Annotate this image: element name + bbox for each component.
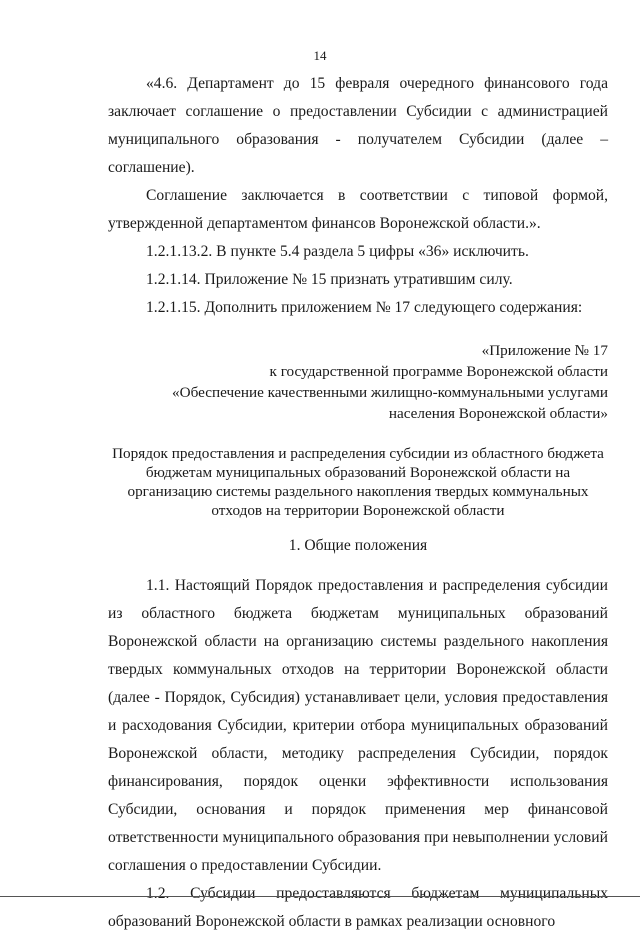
paragraph-1-2-1-15: 1.2.1.15. Дополнить приложением № 17 следующего содержания: (146, 299, 583, 316)
appendix-line: «Приложение № 17 (481, 342, 608, 359)
procedure-title (108, 444, 608, 520)
appendix-line: «Обеспечение качественными жилищно-коммунальными услугами (172, 384, 608, 401)
paragraph-1-2: 1.2. Субсидии предоставляются бюджетам муниципальных образований Воронежской области в рамках реализации основного (108, 885, 608, 930)
title-line: бюджетам муниципальных образований Воронежской области на (145, 464, 571, 481)
paragraph-1-1: 1.1. Настоящий Порядок предоставления и распределения субсидии из областного бюджета бюджетам муниципальных образований Воронежской области на организацию системы раздельного накопления твердых коммунальных отходов на территории Воронежской области (далее - Порядок, Субсидия) устанавливает цели, условия предоставления и расходования Субсидии, критерии отбора муниципальных образований Воронежской области, методику распределения Субсидии, порядок финансирования, порядок оценки эффективности использования Субсидии, основания и порядок применения мер финансовой ответственности муниципального образования при невыполнении условий соглашения о предоставлении Субсидии. (108, 577, 608, 874)
page-number: 14 (313, 48, 327, 63)
title-line: организацию системы раздельного накопления твердых коммунальных (127, 483, 589, 500)
title-line: Порядок предоставления и распределения субсидии из областного бюджета (112, 445, 604, 462)
paragraph-agreement-form: Соглашение заключается в соответствии с типовой формой, утвержденной департаментом финансов Воронежской области.». (108, 187, 608, 232)
section-heading: 1. Общие положения (288, 537, 428, 554)
appendix-header (108, 340, 608, 424)
appendix-line: к государственной программе Воронежской области (269, 363, 608, 380)
paragraph-4-6: «4.6. Департамент до 15 февраля очередного финансового года заключает соглашение о предоставлении Субсидии с администрацией муниципального образования - получателем Субсидии (далее – соглашение). (108, 75, 608, 176)
page-bottom-rule (0, 896, 640, 897)
document-content (108, 70, 608, 936)
title-line: отходов на территории Воронежской области (211, 502, 505, 519)
appendix-line: населения Воронежской области» (388, 405, 608, 422)
paragraph-1-2-1-13-2: 1.2.1.13.2. В пункте 5.4 раздела 5 цифры «36» исключить. (146, 243, 529, 260)
section-body (108, 572, 608, 936)
paragraph-1-2-1-14: 1.2.1.14. Приложение № 15 признать утратившим силу. (146, 271, 513, 288)
